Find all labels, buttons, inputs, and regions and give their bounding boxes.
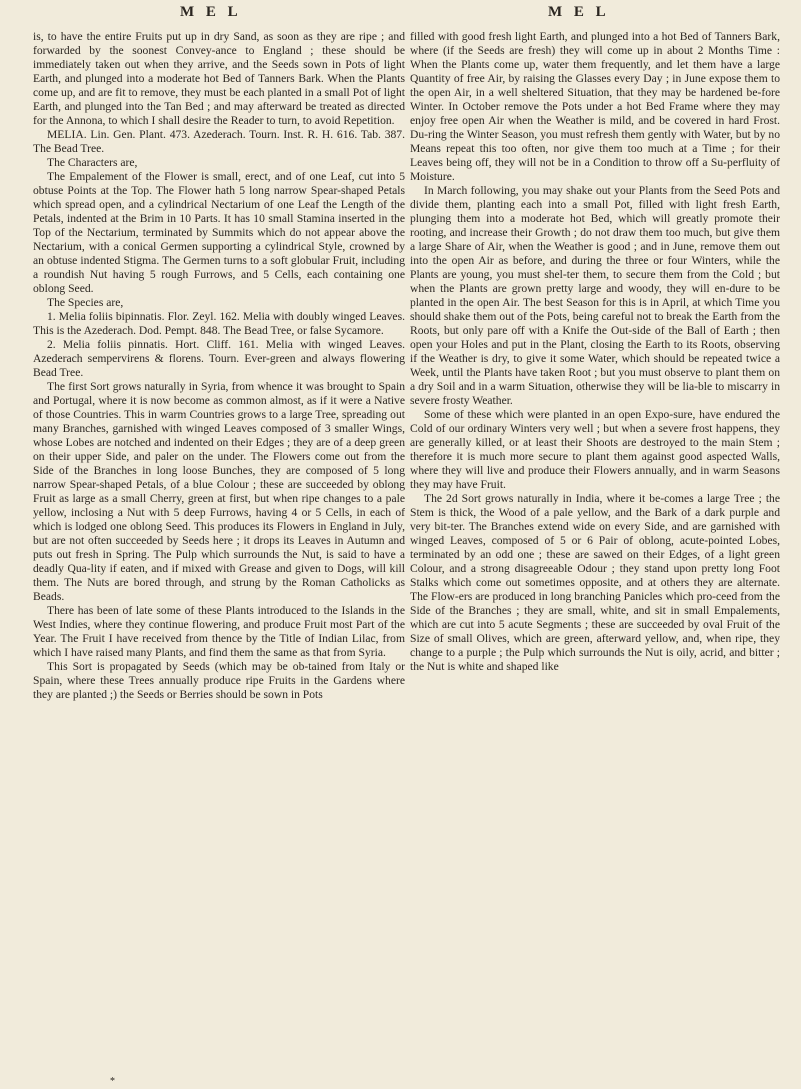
paragraph: is, to have the entire Fruits put up in dry Sand, as soon as they are ripe ; and forwarded by the soonest Convey-ance to England ; these should be immediately taken out when they arrive, and the Seeds sown in Pots of light Earth, and plunged into a moderate hot Bed of Tanners Bark. When the Plants come up, and are fit to remove, they must be each planted in a small Pot of light Earth, and plunged into the Tan Bed ; and may afterward be treated as directed for the Annona, to which I shall desire the Reader to turn, to avoid Repetition. [33,30,405,127]
paragraph: MELIA. Lin. Gen. Plant. 473. Azederach. Tourn. Inst. R. H. 616. Tab. 387. The Bead Tree. [33,128,405,155]
left-column [33,30,405,702]
right-column [410,30,780,674]
paragraph: The Characters are, [47,156,138,169]
paragraph: The Empalement of the Flower is small, erect, and of one Leaf, cut into 5 obtuse Points at the Top. The Flower hath 5 long narrow Spear-shaped Petals which spread open, and a cylindrical Nectarium of one Leaf the Length of the Petals, indented at the Brim in 10 Parts. It has 10 small Stamina inserted in the Top of the Nectarium, terminated by Summits which do not appear above the Nectarium, with a conical Germen supporting a cylindrical Style, crowned by an obtuse indented Stigma. The Germen turns to a soft globular Fruit, including a roundish Nut having 5 rough Furrows, and 5 Cells, each containing one oblong Seed. [33,170,405,295]
paragraph: filled with good fresh light Earth, and plunged into a hot Bed of Tanners Bark, where (if the Seeds are fresh) they will come up in about 2 Months Time : When the Plants come up, water them frequently, and let them have a large Quantity of free Air, by raising the Glasses every Day ; in June expose them to the open Air, in a well sheltered Situation, that they may be hardened be-fore Winter. In October remove the Pots under a hot Bed Frame where they may enjoy free open Air when the Weather is mild, and be covered in hard Frost. Du-ring the Winter Season, you must refresh them gently with Water, but by no Means repeat this too often, nor give them too much at a Time ; for their Leaves being off, they will not be in a Condition to throw off a Su-perfluity of Moisture. [410,30,780,183]
running-header [0,4,801,26]
paragraph: In March following, you may shake out your Plants from the Seed Pots and divide them, planting each into a small Pot, filled with light fresh Earth, plunging them into a moderate hot Bed, which will greatly promote their rooting, and increase their Growth ; do not draw them too much, but give them a large Share of Air, when the Weather is good ; and in June, remove them out into the open Air as before, and during the three or four Winters, while the Plants are young, you must shel-ter them, to secure them from the Cold ; but when the Plants are grown pretty large and woody, they will en-dure to be planted in the open Air. The best Season for this is in April, at which Time you should shake them out of the Pots, being careful not to break the Earth from the Roots, but only pare off with a Knife the Out-side of the Ball of Earth ; then open your Holes and put in the Plant, closing the Earth to its Roots, observing if the Weather is dry, to give it some Water, which should be repeated twice a Week, until the Plants have taken Root ; but you must observe to plant them on a dry Soil and in a warm Situation, otherwise they will be lia-ble to miscarry in severe frosty Weather. [410,184,780,407]
header-left: M E L [180,4,242,20]
paragraph: There has been of late some of these Plants introduced to the Islands in the West Indies, where they continue flowering, and produce Fruit most Part of the Year. The Fruit I have received from thence by the Title of Indian Lilac, from which I have raised many Plants, and find them the same as that from Syria. [33,604,405,659]
paragraph: The Species are, [47,296,124,309]
paragraph: The 2d Sort grows naturally in India, where it be-comes a large Tree ; the Stem is thick, the Wood of a pale yellow, and the Bark of a dark purple and very bit-ter. The Branches extend wide on every Side, and are garnished with winged Leaves, composed of 5 or 6 Pair of oblong, acute-pointed Lobes, terminated by an odd one ; these are sawed on their Edges, of a light green Colour, and a strong disagreeable Odour ; they stand upon pretty long Foot Stalks which come out sometimes opposite, and at others they are alternate. The Flow-ers are produced in long branching Panicles which pro-ceed from the Side of the Branches ; they are small, white, and sit in small Empalements, which are cut into 5 acute Segments ; these are succeeded by oval Fruit of the Size of small Olives, which are green, afterward yellow, and, when ripe, they change to a purple ; the Pulp which surrounds the Nut is oily, acrid, and bitter ; the Nut is white and shaped like [410,492,780,673]
signature-mark: * [110,1076,115,1087]
header-right: M E L [548,4,610,20]
paragraph: 2. Melia foliis pinnatis. Hort. Cliff. 161. Melia with winged Leaves. Azederach sempervirens & florens. Tourn. Ever-green and always flowering Bead Tree. [33,338,405,379]
paragraph: Some of these which were planted in an open Expo-sure, have endured the Cold of our ordinary Winters very well ; but when a severe frost happens, they are generally killed, or at least their Shoots are destroyed to the main Stem ; therefore it is much more secure to plant them against good aspected Walls, where they will live and produce their Flowers annually, and in warm Seasons they may have Fruit. [410,408,780,491]
paragraph: The first Sort grows naturally in Syria, from whence it was brought to Spain and Portugal, where it is now become as common almost, as if it were a Native of those Countries. This in warm Countries grows to a large Tree, spreading out many Branches, garnished with winged Leaves composed of 3 smaller Wings, whose Lobes are notched and indented on their Edges ; they are of a deep green on their upper Side, and paler on the under. The Flowers come out from the Side of the Branches in long loose Bunches, they are composed of 5 long narrow Spear-shaped Petals, of a blue Colour ; these are succeeded by oblong Fruit as large as a small Cherry, green at first, but when ripe changes to a pale yellow, inclosing a Nut with 5 deep Furrows, having 4 or 5 Cells, in each of which is lodged one oblong Seed. This produces its Flowers in England in July, but are not often succeeded by Seeds here ; it drops its Leaves in Autumn and puts out fresh in Spring. The Pulp which surrounds the Nut, is said to have a deadly Qua-lity if eaten, and if mixed with Grease and given to Dogs, will kill them. The Nuts are bored through, and strung by the Roman Catholicks as Beads. [33,380,405,603]
paragraph: 1. Melia foliis bipinnatis. Flor. Zeyl. 162. Melia with doubly winged Leaves. This is the Azederach. Dod. Pempt. 848. The Bead Tree, or false Sycamore. [33,310,405,337]
paragraph: This Sort is propagated by Seeds (which may be ob-tained from Italy or Spain, where these Trees annually produce ripe Fruits in the Gardens where they are planted ;) the Seeds or Berries should be sown in Pots [33,660,405,701]
